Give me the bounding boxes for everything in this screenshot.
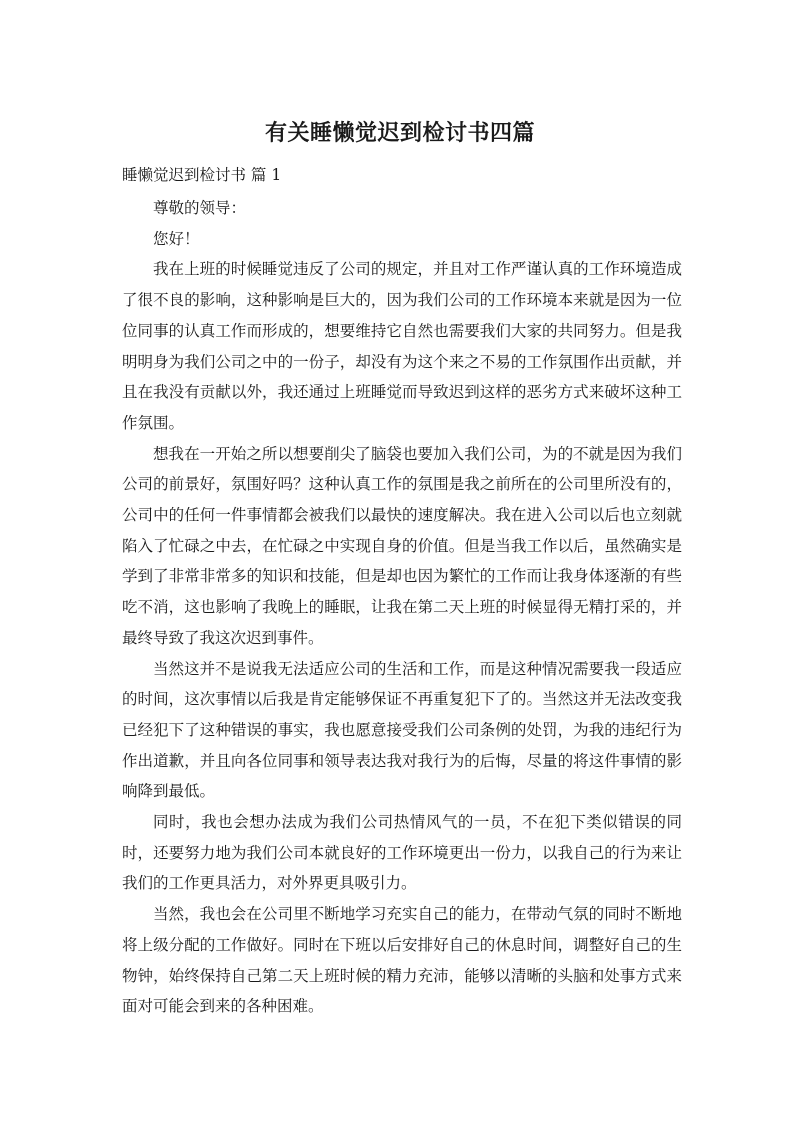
document-title: 有关睡懒觉迟到检讨书四篇 [264, 121, 535, 146]
body-paragraph: 当然这并不是说我无法适应公司的生活和工作，而是这种情况需要我一段适应的时间，这次事情以后我是肯定能够保证不再重复犯下了的。当然这并无法改变我已经犯下了这种错误的事实，我也愿意接受我们公司条例的处罚，为我的违纪行为作出道歉，并且向各位同事和领导表达我对我行为的后悔，尽量的将这件事情的影响降到最低。 [122, 659, 682, 801]
section-heading: 睡懒觉迟到检讨书 篇 1 [122, 166, 282, 184]
salutation: 尊敬的领导： [153, 199, 247, 217]
greeting: 您好！ [153, 229, 200, 248]
document-body [122, 193, 682, 1022]
body-paragraph: 当然，我也会在公司里不断地学习充实自己的能力，在带动气氛的同时不断地将上级分配的工作做好。同时在下班以后安排好自己的休息时间，调整好自己的生物钟，始终保持自己第二天上班时候的精力充沛，能够以清晰的头脑和处事方式来面对可能会到来的各种困难。 [122, 905, 682, 1016]
body-paragraph: 我在上班的时候睡觉违反了公司的规定，并且对工作严谨认真的工作环境造成了很不良的影响，这种影响是巨大的，因为我们公司的工作环境本来就是因为一位位同事的认真工作而形成的，想要维持它自然也需要我们大家的共同努力。但是我明明身为我们公司之中的一份子，却没有为这个来之不易的工作氛围作出贡献，并且在我没有贡献以外，我还通过上班睡觉而导致迟到这样的恶劣方式来破坏这种工作氛围。 [122, 260, 682, 432]
body-paragraph: 同时，我也会想办法成为我们公司热情风气的一员，不在犯下类似错误的同时，还要努力地为我们公司本就良好的工作环境更出一份力，以我自己的行为来让我们的工作更具活力，对外界更具吸引力。 [122, 813, 682, 893]
body-paragraph: 想我在一开始之所以想要削尖了脑袋也要加入我们公司，为的不就是因为我们公司的前景好，氛围好吗？这种认真工作的氛围是我之前所在的公司里所没有的，公司中的任何一件事情都会被我们以最快的速度解决。我在进入公司以后也立刻就陷入了忙碌之中去，在忙碌之中实现自身的价值。但是当我工作以后，虽然确实是学到了非常非常多的知识和技能，但是却也因为繁忙的工作而让我身体逐渐的有些吃不消，这也影响了我晚上的睡眠，让我在第二天上班的时候显得无精打采的，并最终导致了我这次迟到事件。 [122, 444, 682, 647]
